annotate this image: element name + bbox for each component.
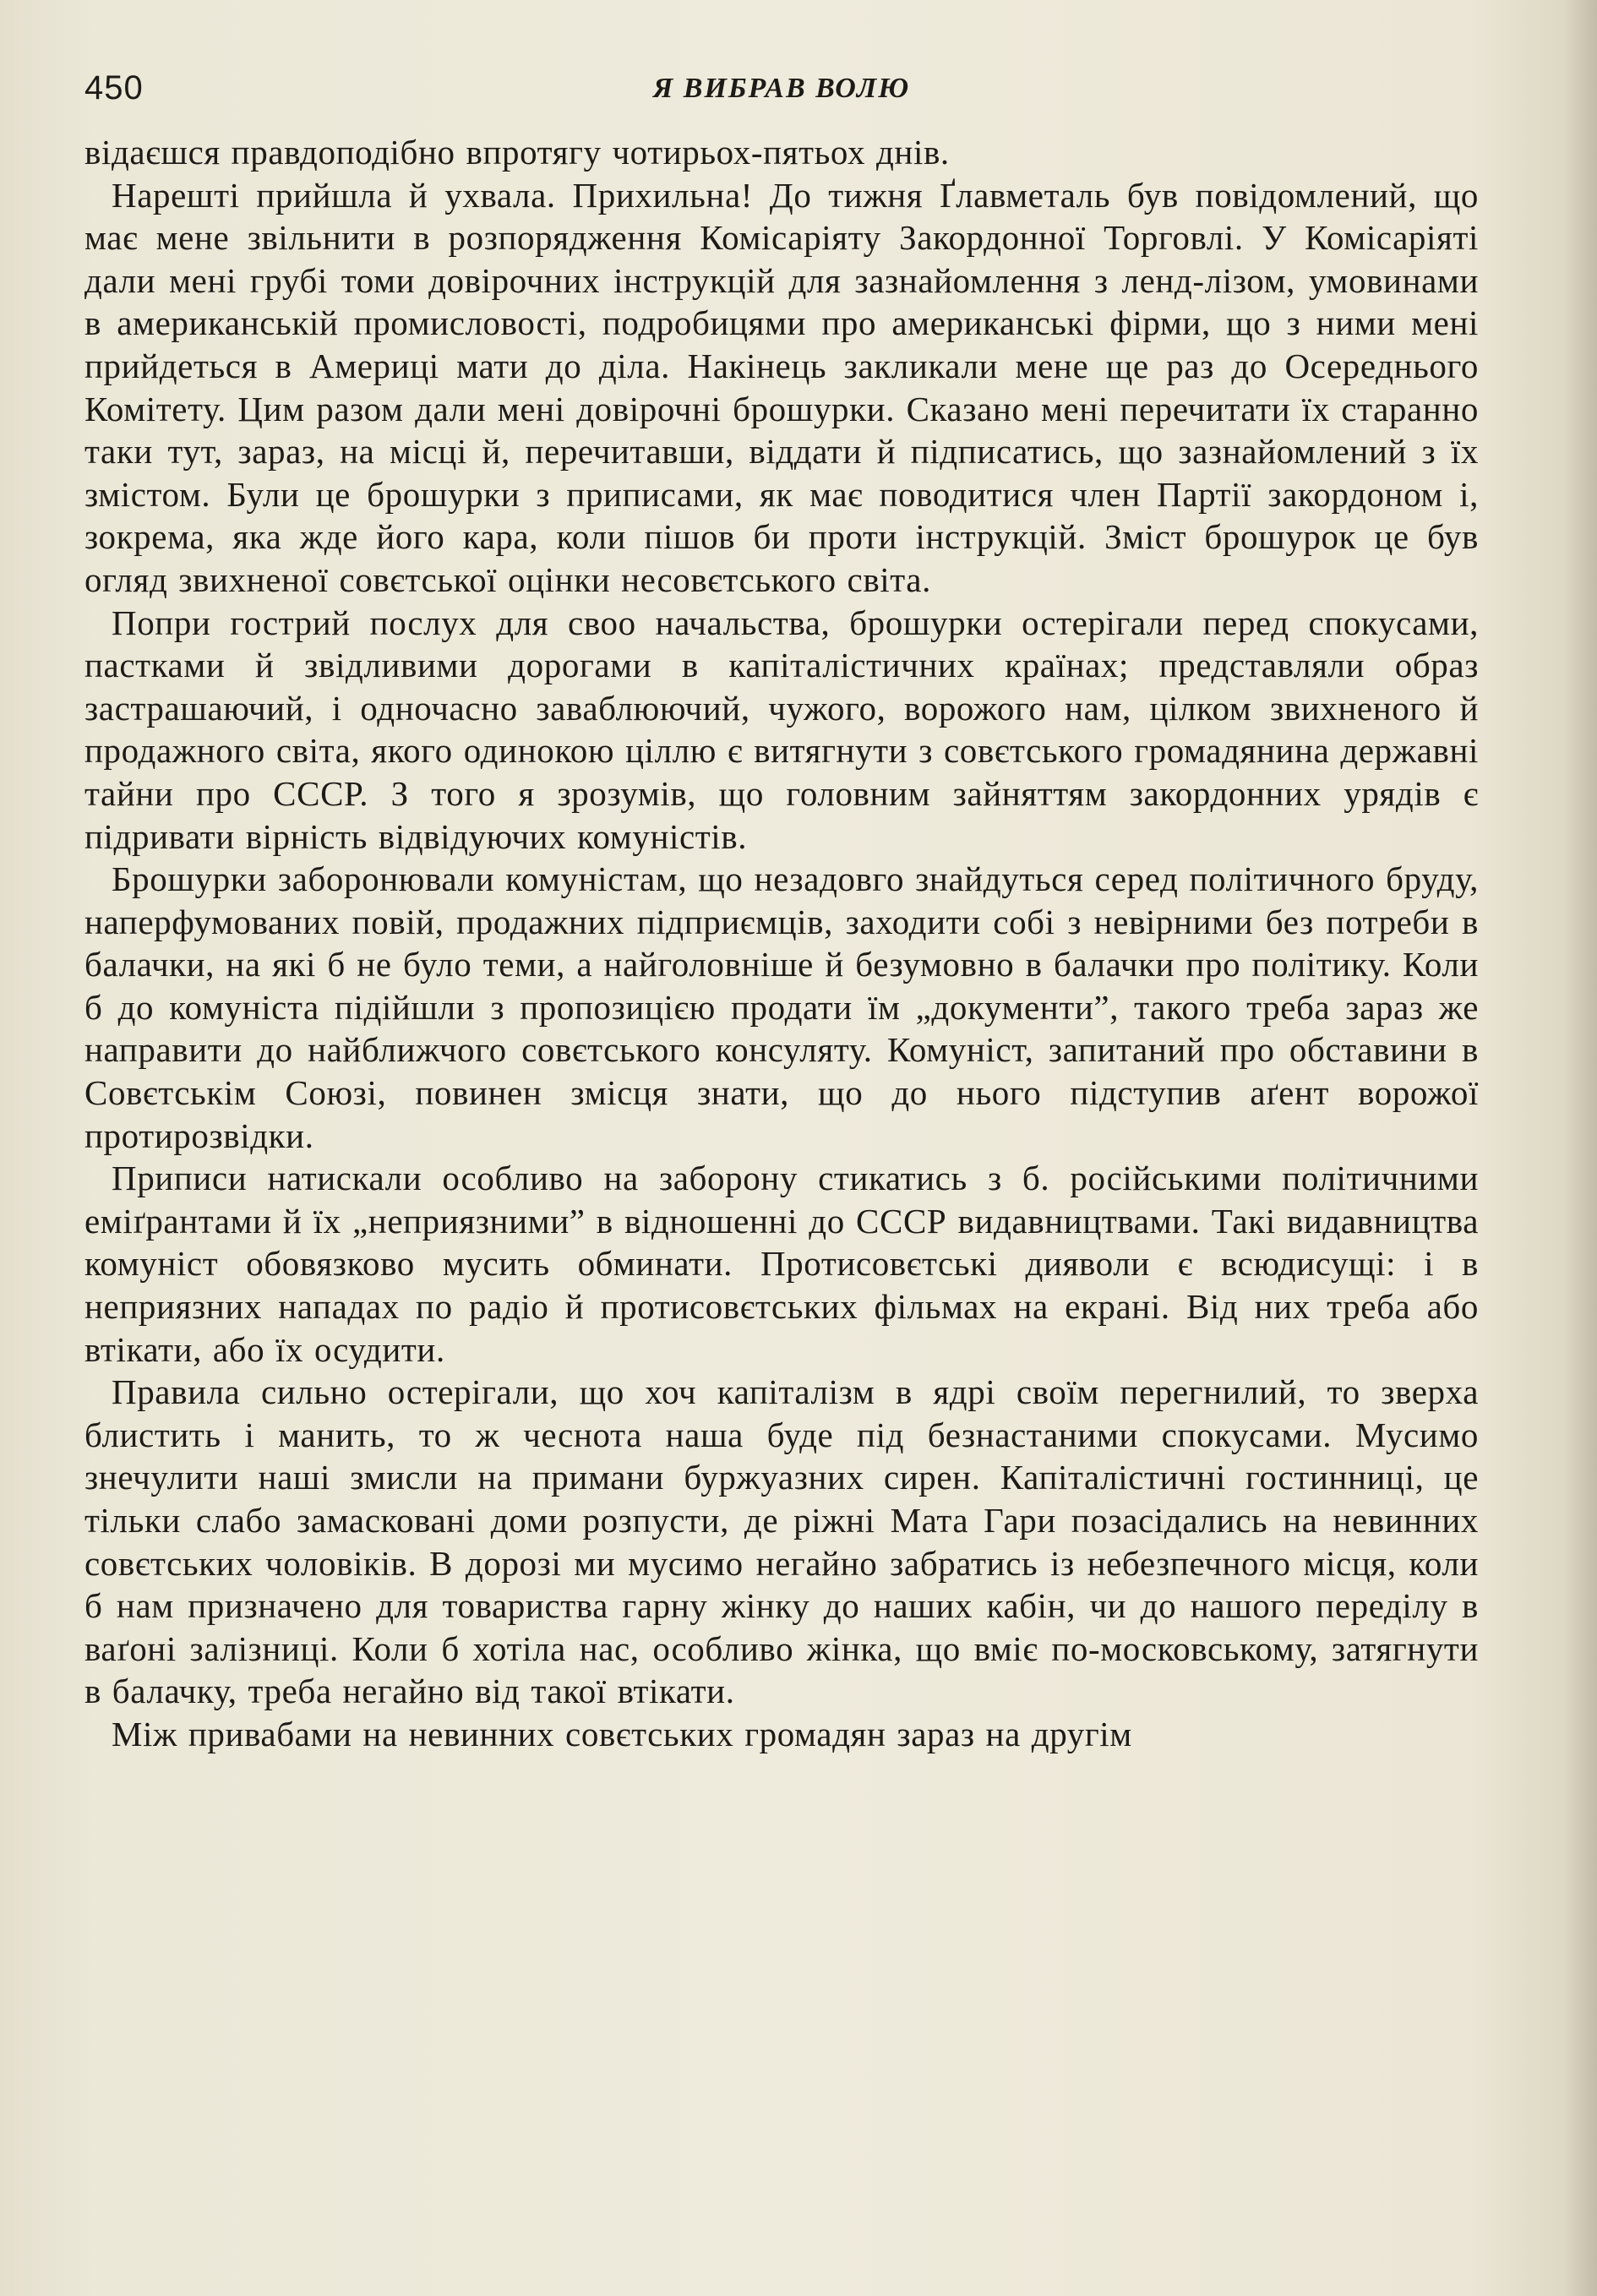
paragraph: Нарешті прийшла й ухвала. Прихильна! До тижня Ґлавметаль був повідомлений, що має мене звільнити в розпорядження Комісаріяту Закордонної Торговлі. У Комісаріяті дали мені грубі томи довірочних інструкцій для зазнайомлення з ленд-лізом, умовинами в американській промисловості, подробицями про американські фірми, що з ними мені прийдеться в Америці мати до діла. Накінець закликали мене ще раз до Осереднього Комітету. Цим разом дали мені довірочні брошурки. Сказано мені перечитати їх старанно таки тут, зараз, на місці й, перечитавши, віддати й підписатись, що зазнайомлений з їх змістом. Були це брошурки з приписами, як має поводитися член Партії закордоном і, зокрема, яка жде його кара, коли пішов би проти інструкцій. Зміст брошурок це був огляд звихненої совєтської оцінки несовєтського світа. (84, 175, 1479, 599)
page-edge-shadow (1563, 0, 1597, 2296)
body-text (84, 131, 1479, 1756)
page-number: 450 (84, 69, 144, 106)
paragraph: Правила сильно остерігали, що хоч капіталізм в ядрі своїм перегнилий, то зверха блистить і манить, то ж чеснота наша буде під безнастаними спокусами. Мусимо знечулити наші змисли на примани буржуазних сирен. Капіталістичні гостинниці, це тільки слабо замасковані доми розпусти, де ріжні Мата Гари позасідались на невинних совєтських чоловіків. В дорозі ми мусимо негайно забратись із небезпечного місця, коли б нам призначено для товариства гарну жінку до наших кабін, чи до нашого переділу в ваґоні залізниці. Коли б хотіла нас, особливо жінка, що вміє по-московському, затягнути в балачку, треба негайно від такої втікати. (84, 1372, 1479, 1711)
paragraph-last: Між привабами на невинних совєтських громадян зараз на другім (112, 1714, 1132, 1753)
running-title: Я ВИБРАВ ВОЛЮ (652, 73, 911, 104)
paragraph-continuation: відаєшся правдоподібно впротягу чотирьох-пятьох днів. (84, 133, 950, 172)
paragraph: Брошурки заборонювали комуністам, що незадовго знайдуться серед політичного бруду, наперфумованих повій, продажних підприємців, заходити собі з невірними без потреби в балачки, на які б не було теми, а найголовніше й безумовно в балачки про політику. Коли б до комуніста підійшли з пропозицією продати їм „документи”, такого треба зараз же направити до найближчого совєтського консуляту. Комуніст, запитаний про обставини в Совєтськім Союзі, повинен змісця знати, що до нього підступив аґент ворожої протирозвідки. (84, 859, 1479, 1155)
paragraph: Попри гострий послух для своо начальства, брошурки остерігали перед спокусами, пастками й звідливими дорогами в капіталістичних країнах; представляли образ застрашаючий, і одночасно заваблюючий, чужого, ворожого нам, цілком звихненого й продажного світа, якого одинокою ціллю є витягнути з совєтського громадянина державні тайни про СССР. З того я зрозумів, що головним зайняттям закордонних урядів є підривати вірність відвідуючих комуністів. (84, 603, 1479, 856)
paragraph: Приписи натискали особливо на заборону стикатись з б. російськими політичними еміґрантами й їх „неприязними” в відношенні до СССР видавництвами. Такі видавництва комуніст обовязково мусить обминати. Протисовєтські дияволи є всюдисущі: і в неприязних нападах по радіо й протисовєтських фільмах на екрані. Від них треба або втікати, або їх осудити. (84, 1159, 1479, 1369)
running-header (84, 69, 1479, 120)
